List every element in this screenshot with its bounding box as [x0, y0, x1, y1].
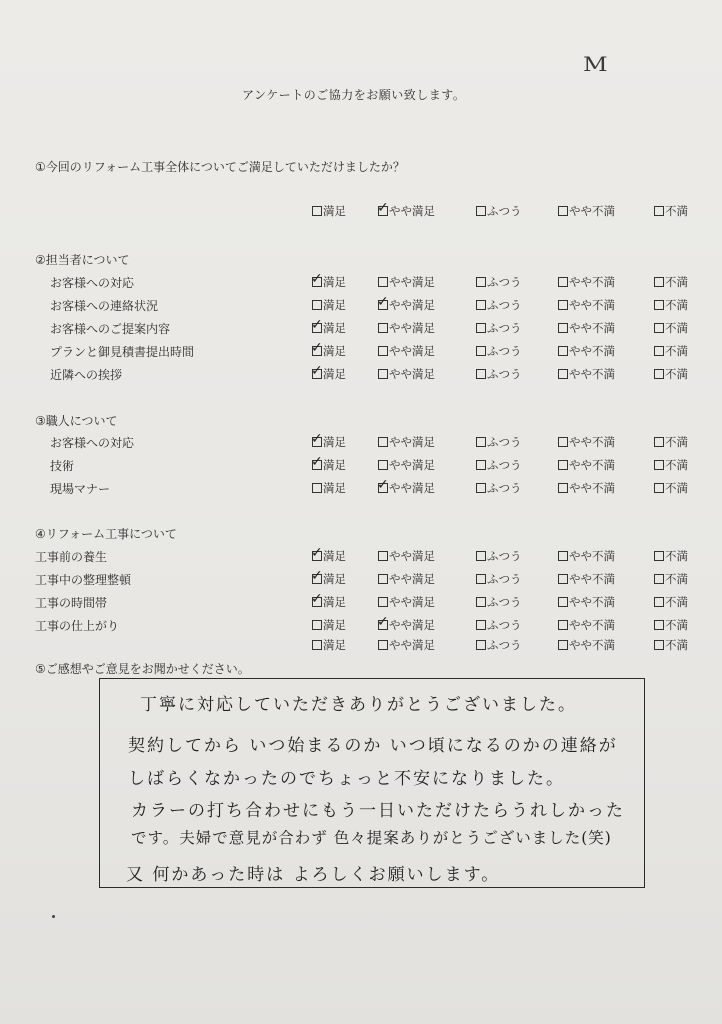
checked-checkbox-icon[interactable] — [312, 369, 322, 379]
option-label: ふつう — [487, 321, 522, 335]
option-manzoku[interactable] — [312, 548, 346, 564]
checked-checkbox-icon[interactable] — [312, 574, 322, 584]
option-label: やや満足 — [389, 321, 435, 335]
option-label: やや不満 — [569, 298, 615, 312]
option-label: 満足 — [323, 458, 346, 472]
q4-item-label: 工事中の整理整頓 — [35, 573, 132, 587]
checkbox-icon[interactable] — [378, 640, 388, 650]
option-label: やや不満 — [569, 204, 615, 218]
option-yaya-fuman[interactable] — [558, 203, 615, 219]
option-label: やや満足 — [389, 549, 435, 563]
option-yaya-fuman[interactable] — [558, 548, 615, 564]
checked-checkbox-icon[interactable] — [312, 460, 322, 470]
option-label: 満足 — [323, 595, 346, 609]
q3-item-label: お客様への対応 — [50, 436, 135, 450]
checkbox-icon[interactable] — [558, 597, 568, 607]
q4-item-label: 工事の仕上がり — [35, 619, 120, 633]
option-label: ふつう — [487, 367, 522, 381]
checked-checkbox-icon[interactable] — [312, 346, 322, 356]
checkbox-icon[interactable] — [654, 483, 664, 493]
q1-heading: ①今回のリフォーム工事全体についてご満足していただけましたか？ — [35, 160, 405, 174]
option-label: 不満 — [665, 344, 688, 358]
checkbox-icon[interactable] — [476, 206, 486, 216]
option-yaya-manzoku[interactable] — [378, 203, 435, 219]
option-label: やや満足 — [389, 298, 435, 312]
option-label: ふつう — [487, 549, 522, 563]
checkbox-icon[interactable] — [378, 460, 388, 470]
checkbox-icon[interactable] — [476, 460, 486, 470]
q2-item-label: お客様への対応 — [50, 276, 135, 290]
option-label: やや満足 — [389, 275, 435, 289]
q2-item-label: お客様へのご提案内容 — [50, 322, 171, 336]
option-manzoku[interactable] — [312, 320, 346, 336]
option-yaya-manzoku[interactable] — [378, 617, 435, 633]
comment-line: 又 何かあった時は よろしくお願いします。 — [126, 865, 501, 885]
q4-item-label: 工事前の養生 — [35, 550, 108, 564]
option-label: 満足 — [323, 204, 346, 218]
option-manzoku[interactable] — [312, 594, 346, 610]
option-futsuu[interactable] — [476, 480, 522, 496]
option-label: 満足 — [323, 572, 346, 586]
option-yaya-manzoku[interactable] — [378, 571, 435, 587]
checkbox-icon[interactable] — [378, 597, 388, 607]
checked-checkbox-icon[interactable] — [312, 323, 322, 333]
option-yaya-fuman[interactable] — [558, 594, 615, 610]
option-futsuu[interactable] — [476, 594, 522, 610]
comment-line: 契約してから いつ始まるのか いつ頃になるのかの連絡が — [128, 736, 618, 756]
checkbox-icon[interactable] — [476, 574, 486, 584]
option-fuman[interactable] — [654, 274, 688, 290]
option-yaya-fuman[interactable] — [558, 343, 615, 359]
option-label: ふつう — [487, 344, 522, 358]
option-fuman[interactable] — [654, 457, 688, 473]
checkbox-icon[interactable] — [476, 300, 486, 310]
option-fuman[interactable] — [654, 203, 688, 219]
option-yaya-fuman[interactable] — [558, 297, 615, 313]
checkbox-icon[interactable] — [558, 620, 568, 630]
option-label: ふつう — [487, 618, 522, 632]
page-title: アンケートのご協力をお願い致します。 — [242, 88, 466, 102]
option-label: 不満 — [665, 458, 688, 472]
checkbox-icon[interactable] — [312, 620, 322, 630]
checkbox-icon[interactable] — [378, 369, 388, 379]
option-manzoku[interactable] — [312, 480, 346, 496]
option-yaya-manzoku[interactable] — [378, 343, 435, 359]
option-fuman[interactable] — [654, 297, 688, 313]
comment-line: 丁寧に対応していただきありがとうございました。 — [140, 695, 577, 715]
option-label: やや満足 — [389, 204, 435, 218]
option-label: 不満 — [665, 321, 688, 335]
option-fuman[interactable] — [654, 617, 688, 633]
option-yaya-manzoku[interactable] — [378, 548, 435, 564]
checkbox-icon[interactable] — [476, 551, 486, 561]
checkbox-icon[interactable] — [378, 346, 388, 356]
checkbox-icon[interactable] — [378, 323, 388, 333]
checkbox-icon[interactable] — [654, 277, 664, 287]
option-label: やや満足 — [389, 618, 435, 632]
option-label: 満足 — [323, 275, 346, 289]
option-label: 満足 — [323, 321, 346, 335]
checkbox-icon[interactable] — [378, 551, 388, 561]
checkbox-icon[interactable] — [558, 640, 568, 650]
checkbox-icon[interactable] — [476, 620, 486, 630]
comment-line: しばらくなかったのでちょっと不安になりました。 — [128, 769, 565, 789]
option-fuman[interactable] — [654, 571, 688, 587]
option-fuman[interactable] — [654, 320, 688, 336]
option-label: 不満 — [665, 549, 688, 563]
option-label: 不満 — [665, 638, 688, 652]
checkbox-icon[interactable] — [558, 551, 568, 561]
option-label: やや満足 — [389, 572, 435, 586]
checked-checkbox-icon[interactable] — [378, 483, 388, 493]
option-fuman[interactable] — [654, 637, 688, 653]
option-yaya-manzoku[interactable] — [378, 366, 435, 382]
checkbox-icon[interactable] — [654, 640, 664, 650]
q2-item-label: お客様への連絡状況 — [50, 299, 159, 313]
option-fuman[interactable] — [654, 480, 688, 496]
checked-checkbox-icon[interactable] — [378, 206, 388, 216]
option-label: 満足 — [323, 298, 346, 312]
option-manzoku[interactable] — [312, 343, 346, 359]
option-label: 不満 — [665, 595, 688, 609]
option-label: 満足 — [323, 618, 346, 632]
option-label: やや満足 — [389, 458, 435, 472]
option-label: やや不満 — [569, 344, 615, 358]
option-yaya-manzoku[interactable] — [378, 637, 435, 653]
option-label: ふつう — [487, 275, 522, 289]
option-yaya-manzoku[interactable] — [378, 297, 435, 313]
option-manzoku[interactable] — [312, 434, 346, 450]
checkbox-icon[interactable] — [476, 483, 486, 493]
option-label: 満足 — [323, 481, 346, 495]
option-label: やや満足 — [389, 481, 435, 495]
option-label: やや不満 — [569, 572, 615, 586]
option-label: やや不満 — [569, 458, 615, 472]
option-fuman[interactable] — [654, 594, 688, 610]
option-label: やや不満 — [569, 321, 615, 335]
option-label: ふつう — [487, 298, 522, 312]
option-label: 不満 — [665, 618, 688, 632]
checkbox-icon[interactable] — [558, 323, 568, 333]
option-futsuu[interactable] — [476, 203, 522, 219]
option-yaya-manzoku[interactable] — [378, 274, 435, 290]
option-label: やや不満 — [569, 638, 615, 652]
q2-item-label: 近隣への挨拶 — [50, 368, 123, 382]
checkbox-icon[interactable] — [558, 483, 568, 493]
option-label: 不満 — [665, 298, 688, 312]
option-label: ふつう — [487, 572, 522, 586]
option-label: ふつう — [487, 435, 522, 449]
checked-checkbox-icon[interactable] — [378, 300, 388, 310]
option-label: 満足 — [323, 435, 346, 449]
checkbox-icon[interactable] — [654, 574, 664, 584]
option-label: ふつう — [487, 595, 522, 609]
option-label: 不満 — [665, 275, 688, 289]
option-label: やや不満 — [569, 367, 615, 381]
option-fuman[interactable] — [654, 366, 688, 382]
checkbox-icon[interactable] — [654, 300, 664, 310]
option-label: やや満足 — [389, 595, 435, 609]
option-label: ふつう — [487, 481, 522, 495]
checkbox-icon[interactable] — [654, 460, 664, 470]
option-yaya-manzoku[interactable] — [378, 434, 435, 450]
option-yaya-fuman[interactable] — [558, 637, 615, 653]
option-yaya-fuman[interactable] — [558, 571, 615, 587]
option-yaya-fuman[interactable] — [558, 274, 615, 290]
checkbox-icon[interactable] — [558, 437, 568, 447]
option-futsuu[interactable] — [476, 571, 522, 587]
option-label: やや満足 — [389, 344, 435, 358]
option-label: 満足 — [323, 638, 346, 652]
option-yaya-fuman[interactable] — [558, 434, 615, 450]
checkbox-icon[interactable] — [558, 574, 568, 584]
checkbox-icon[interactable] — [312, 483, 322, 493]
option-label: やや満足 — [389, 435, 435, 449]
checkbox-icon[interactable] — [558, 460, 568, 470]
option-label: 不満 — [665, 572, 688, 586]
option-futsuu[interactable] — [476, 434, 522, 450]
q2-heading: ②担当者について — [35, 253, 130, 267]
option-label: やや満足 — [389, 638, 435, 652]
checkbox-icon[interactable] — [558, 206, 568, 216]
option-yaya-fuman[interactable] — [558, 457, 615, 473]
checkbox-icon[interactable] — [378, 277, 388, 287]
checkbox-icon[interactable] — [654, 206, 664, 216]
checked-checkbox-icon[interactable] — [312, 437, 322, 447]
option-yaya-manzoku[interactable] — [378, 320, 435, 336]
q3-heading: ③職人について — [35, 414, 118, 428]
option-futsuu[interactable] — [476, 617, 522, 633]
option-label: 不満 — [665, 435, 688, 449]
checkbox-icon[interactable] — [312, 300, 322, 310]
option-manzoku[interactable] — [312, 617, 346, 633]
option-label: 不満 — [665, 481, 688, 495]
q4-item-label: 工事の時間帯 — [35, 596, 108, 610]
option-futsuu[interactable] — [476, 366, 522, 382]
option-manzoku[interactable] — [312, 637, 346, 653]
option-label: ふつう — [487, 204, 522, 218]
option-fuman[interactable] — [654, 548, 688, 564]
checkbox-icon[interactable] — [476, 640, 486, 650]
option-yaya-fuman[interactable] — [558, 617, 615, 633]
option-manzoku[interactable] — [312, 203, 346, 219]
checkbox-icon[interactable] — [654, 597, 664, 607]
option-label: やや不満 — [569, 618, 615, 632]
checkbox-icon[interactable] — [476, 597, 486, 607]
q4-heading: ④リフォーム工事について — [35, 527, 177, 541]
option-yaya-fuman[interactable] — [558, 480, 615, 496]
option-manzoku[interactable] — [312, 297, 346, 313]
option-manzoku[interactable] — [312, 457, 346, 473]
checkbox-icon[interactable] — [654, 551, 664, 561]
option-yaya-fuman[interactable] — [558, 366, 615, 382]
option-manzoku[interactable] — [312, 366, 346, 382]
option-label: やや不満 — [569, 275, 615, 289]
option-label: 不満 — [665, 367, 688, 381]
checkbox-icon[interactable] — [476, 323, 486, 333]
checkbox-icon[interactable] — [378, 437, 388, 447]
option-futsuu[interactable] — [476, 637, 522, 653]
option-label: 満足 — [323, 367, 346, 381]
option-futsuu[interactable] — [476, 274, 522, 290]
checkbox-icon[interactable] — [558, 300, 568, 310]
option-yaya-manzoku[interactable] — [378, 457, 435, 473]
checkbox-icon[interactable] — [476, 346, 486, 356]
option-fuman[interactable] — [654, 434, 688, 450]
option-label: 不満 — [665, 204, 688, 218]
option-label: 満足 — [323, 549, 346, 563]
checkbox-icon[interactable] — [378, 574, 388, 584]
option-label: やや不満 — [569, 549, 615, 563]
option-futsuu[interactable] — [476, 343, 522, 359]
q5-heading: ⑤ご感想やご意見をお聞かせください。 — [35, 662, 250, 676]
option-futsuu[interactable] — [476, 548, 522, 564]
checkbox-icon[interactable] — [558, 277, 568, 287]
checkbox-icon[interactable] — [654, 437, 664, 447]
stray-mark — [52, 915, 55, 918]
option-label: やや不満 — [569, 481, 615, 495]
comment-line: カラーの打ち合わせにもう一日いただけたらうれしかった — [131, 801, 625, 821]
option-label: 満足 — [323, 344, 346, 358]
option-label: やや不満 — [569, 435, 615, 449]
checked-checkbox-icon[interactable] — [312, 277, 322, 287]
option-futsuu[interactable] — [476, 320, 522, 336]
option-futsuu[interactable] — [476, 457, 522, 473]
option-label: ふつう — [487, 458, 522, 472]
checkbox-icon[interactable] — [312, 206, 322, 216]
checkbox-icon[interactable] — [312, 640, 322, 650]
checkbox-icon[interactable] — [558, 346, 568, 356]
checkbox-icon[interactable] — [654, 620, 664, 630]
checkbox-icon[interactable] — [476, 369, 486, 379]
option-yaya-manzoku[interactable] — [378, 594, 435, 610]
corner-mark: M — [582, 52, 608, 76]
option-label: ふつう — [487, 638, 522, 652]
option-fuman[interactable] — [654, 343, 688, 359]
checkbox-icon[interactable] — [654, 323, 664, 333]
checkbox-icon[interactable] — [654, 369, 664, 379]
checkbox-icon[interactable] — [476, 437, 486, 447]
q3-item-label: 技術 — [50, 459, 75, 473]
option-futsuu[interactable] — [476, 297, 522, 313]
option-yaya-fuman[interactable] — [558, 320, 615, 336]
option-yaya-manzoku[interactable] — [378, 480, 435, 496]
checked-checkbox-icon[interactable] — [312, 551, 322, 561]
checkbox-icon[interactable] — [476, 277, 486, 287]
q3-item-label: 現場マナー — [50, 482, 111, 496]
checked-checkbox-icon[interactable] — [312, 597, 322, 607]
checkbox-icon[interactable] — [558, 369, 568, 379]
checkbox-icon[interactable] — [654, 346, 664, 356]
option-label: やや不満 — [569, 595, 615, 609]
option-manzoku[interactable] — [312, 571, 346, 587]
comment-line: です。夫婦で意見が合わず 色々提案ありがとうございました(笑) — [131, 829, 612, 847]
option-manzoku[interactable] — [312, 274, 346, 290]
checked-checkbox-icon[interactable] — [378, 620, 388, 630]
q2-item-label: プランと御見積書提出時間 — [50, 345, 195, 359]
option-label: やや満足 — [389, 367, 435, 381]
